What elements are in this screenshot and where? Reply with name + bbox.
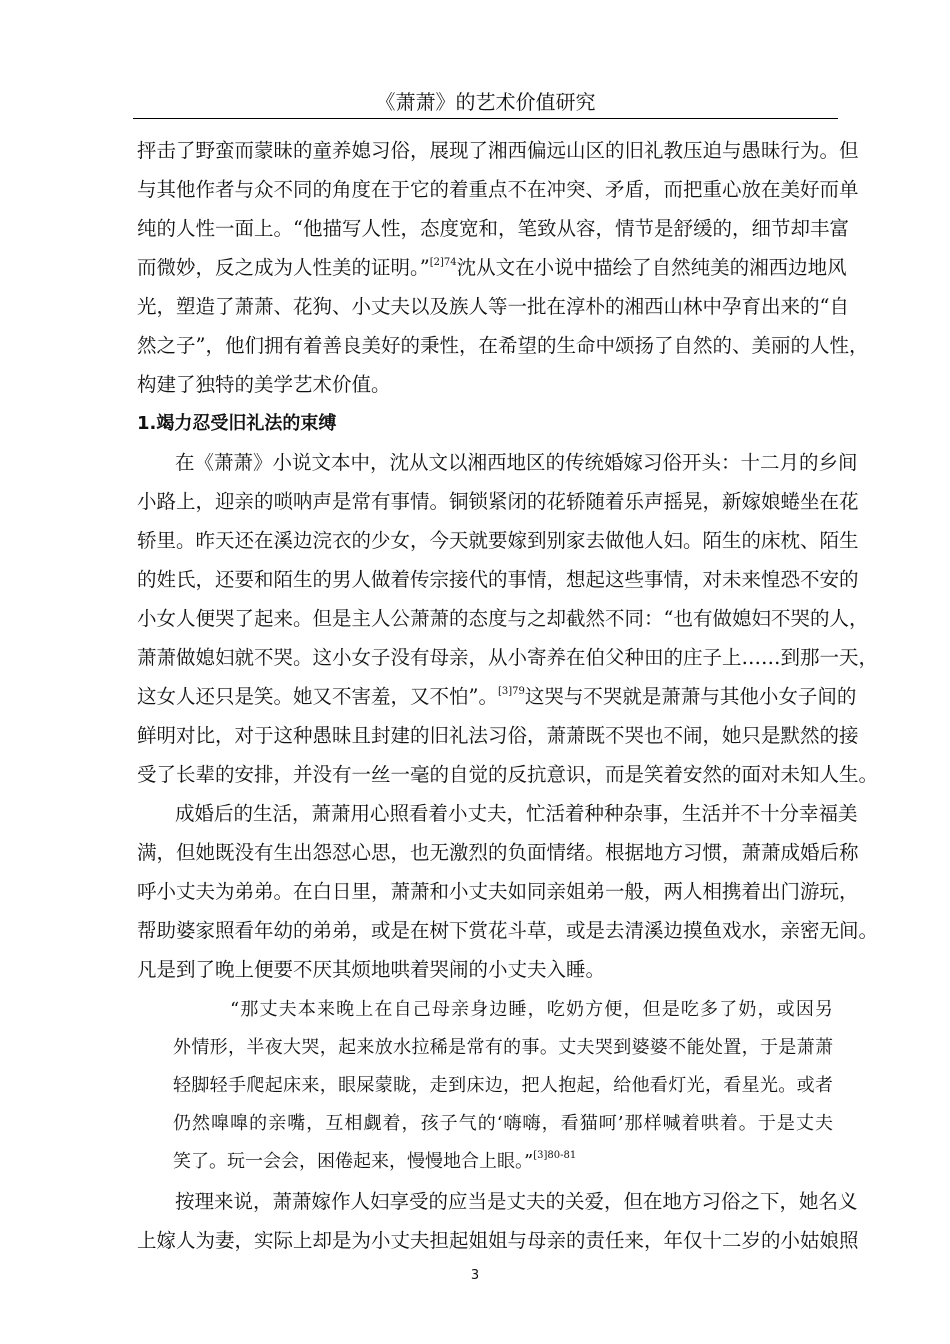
body-line: 光，塑造了萧萧、花狗、小丈夫以及族人等一批在淳朴的湘西山林中孕育出来的“自	[137, 295, 849, 318]
body-line: 鲜明对比，对于这种愚昧且封建的旧礼法习俗，萧萧既不哭也不闹，她只是默然的接	[137, 724, 859, 747]
quote-line: 轻脚轻手爬起床来，眼屎蒙眬，走到床边，把人抱起，给他看灯光，看星光。或者	[173, 1075, 833, 1096]
body-line: 上嫁人为妻，实际上却是为小丈夫担起姐姐与母亲的责任来，年仅十二岁的小姑娘照	[137, 1229, 859, 1252]
text-segment: 这女人还只是笑。她又不害羞，又不怕”。	[137, 685, 498, 708]
body-line: 纯的人性一面上。“他描写人性，态度宽和，笔致从容，情节是舒缓的，细节却丰富	[137, 217, 849, 240]
body-line: 然之子”，他们拥有着善良美好的秉性，在希望的生命中颂扬了自然的、美丽的人性，	[137, 334, 869, 357]
body-line: 受了长辈的安排，并没有一丝一毫的自觉的反抗意识，而是笑着安然的面对未知人生。	[137, 763, 879, 786]
text-segment: 而微妙，反之成为人性美的证明。”	[137, 256, 430, 279]
body-line: 呼小丈夫为弟弟。在白日里，萧萧和小丈夫如同亲姐弟一般，两人相携着出门游玩，	[137, 880, 859, 903]
body-line: 轿里。昨天还在溪边浣衣的少女，今天就要嫁到别家去做他人妇。陌生的床枕、陌生	[137, 529, 859, 552]
quote-line	[173, 1147, 833, 1177]
body-line: 萧萧做媳妇就不哭。这小女子没有母亲，从小寄养在伯父种田的庄子上……到那一天，	[137, 646, 879, 669]
text-segment: 这哭与不哭就是萧萧与其他小女子间的	[524, 685, 857, 708]
citation: [2]74	[429, 257, 457, 268]
running-header: 《萧萧》的艺术价值研究	[375, 90, 596, 114]
quote-line: “那丈夫本来晚上在自己母亲身边睡，吃奶方便，但是吃多了奶，或因另	[230, 999, 833, 1020]
body-line	[137, 253, 847, 283]
citation: [3]79	[497, 686, 525, 697]
body-line: 帮助婆家照看年幼的弟弟，或是在树下赏花斗草，或是去清溪边摸鱼戏水，亲密无间。	[137, 919, 879, 942]
body-line: 按理来说，萧萧嫁作人妇享受的应当是丈夫的关爱，但在地方习俗之下，她名义	[175, 1190, 858, 1213]
section-heading: 1.竭力忍受旧礼法的束缚	[137, 413, 337, 434]
body-line: 与其他作者与众不同的角度在于它的着重点不在冲突、矛盾，而把重心放在美好而单	[137, 178, 859, 201]
text-segment: 笑了。玩一会会，困倦起来，慢慢地合上眼。”	[173, 1151, 534, 1172]
body-line: 满，但她既没有生出怨怼心思，也无激烈的负面情绪。根据地方习惯，萧萧成婚后称	[137, 841, 859, 864]
body-line: 小路上，迎亲的唢呐声是常有事情。铜锁紧闭的花轿随着乐声摇晃，新嫁娘蜷坐在花	[137, 490, 859, 513]
body-line: 小女人便哭了起来。但是主人公萧萧的态度与之却截然不同：“也有做媳妇不哭的人，	[137, 607, 869, 630]
body-line: 构建了独特的美学艺术价值。	[137, 373, 391, 396]
text-segment: 沈从文在小说中描绘了自然纯美的湘西边地风	[456, 256, 847, 279]
body-line: 抨击了野蛮而蒙昧的童养媳习俗，展现了湘西偏远山区的旧礼教压迫与愚昧行为。但	[137, 139, 859, 162]
body-line	[137, 682, 857, 712]
quote-line: 仍然嘷嘷的亲嘴，互相觑着，孩子气的‘嗨嗨，看猫呵’那样喊着哄着。于是丈夫	[173, 1113, 833, 1134]
body-line: 的姓氏，还要和陌生的男人做着传宗接代的事情，想起这些事情，对未来惶恐不安的	[137, 568, 859, 591]
citation: [3]80-81	[533, 1150, 577, 1161]
header-rule	[133, 118, 838, 119]
quote-line: 外情形，半夜大哭，起来放水拉稀是常有的事。丈夫哭到婆婆不能处置，于是萧萧	[173, 1037, 833, 1058]
body-line: 在《萧萧》小说文本中，沈从文以湘西地区的传统婚嫁习俗开头：十二月的乡间	[175, 451, 858, 474]
page-number: 3	[470, 1268, 480, 1283]
body-line: 凡是到了晚上便要不厌其烦地哄着哭闹的小丈夫入睡。	[137, 958, 606, 981]
body-line: 成婚后的生活，萧萧用心照看着小丈夫，忙活着种种杂事，生活并不十分幸福美	[175, 802, 858, 825]
